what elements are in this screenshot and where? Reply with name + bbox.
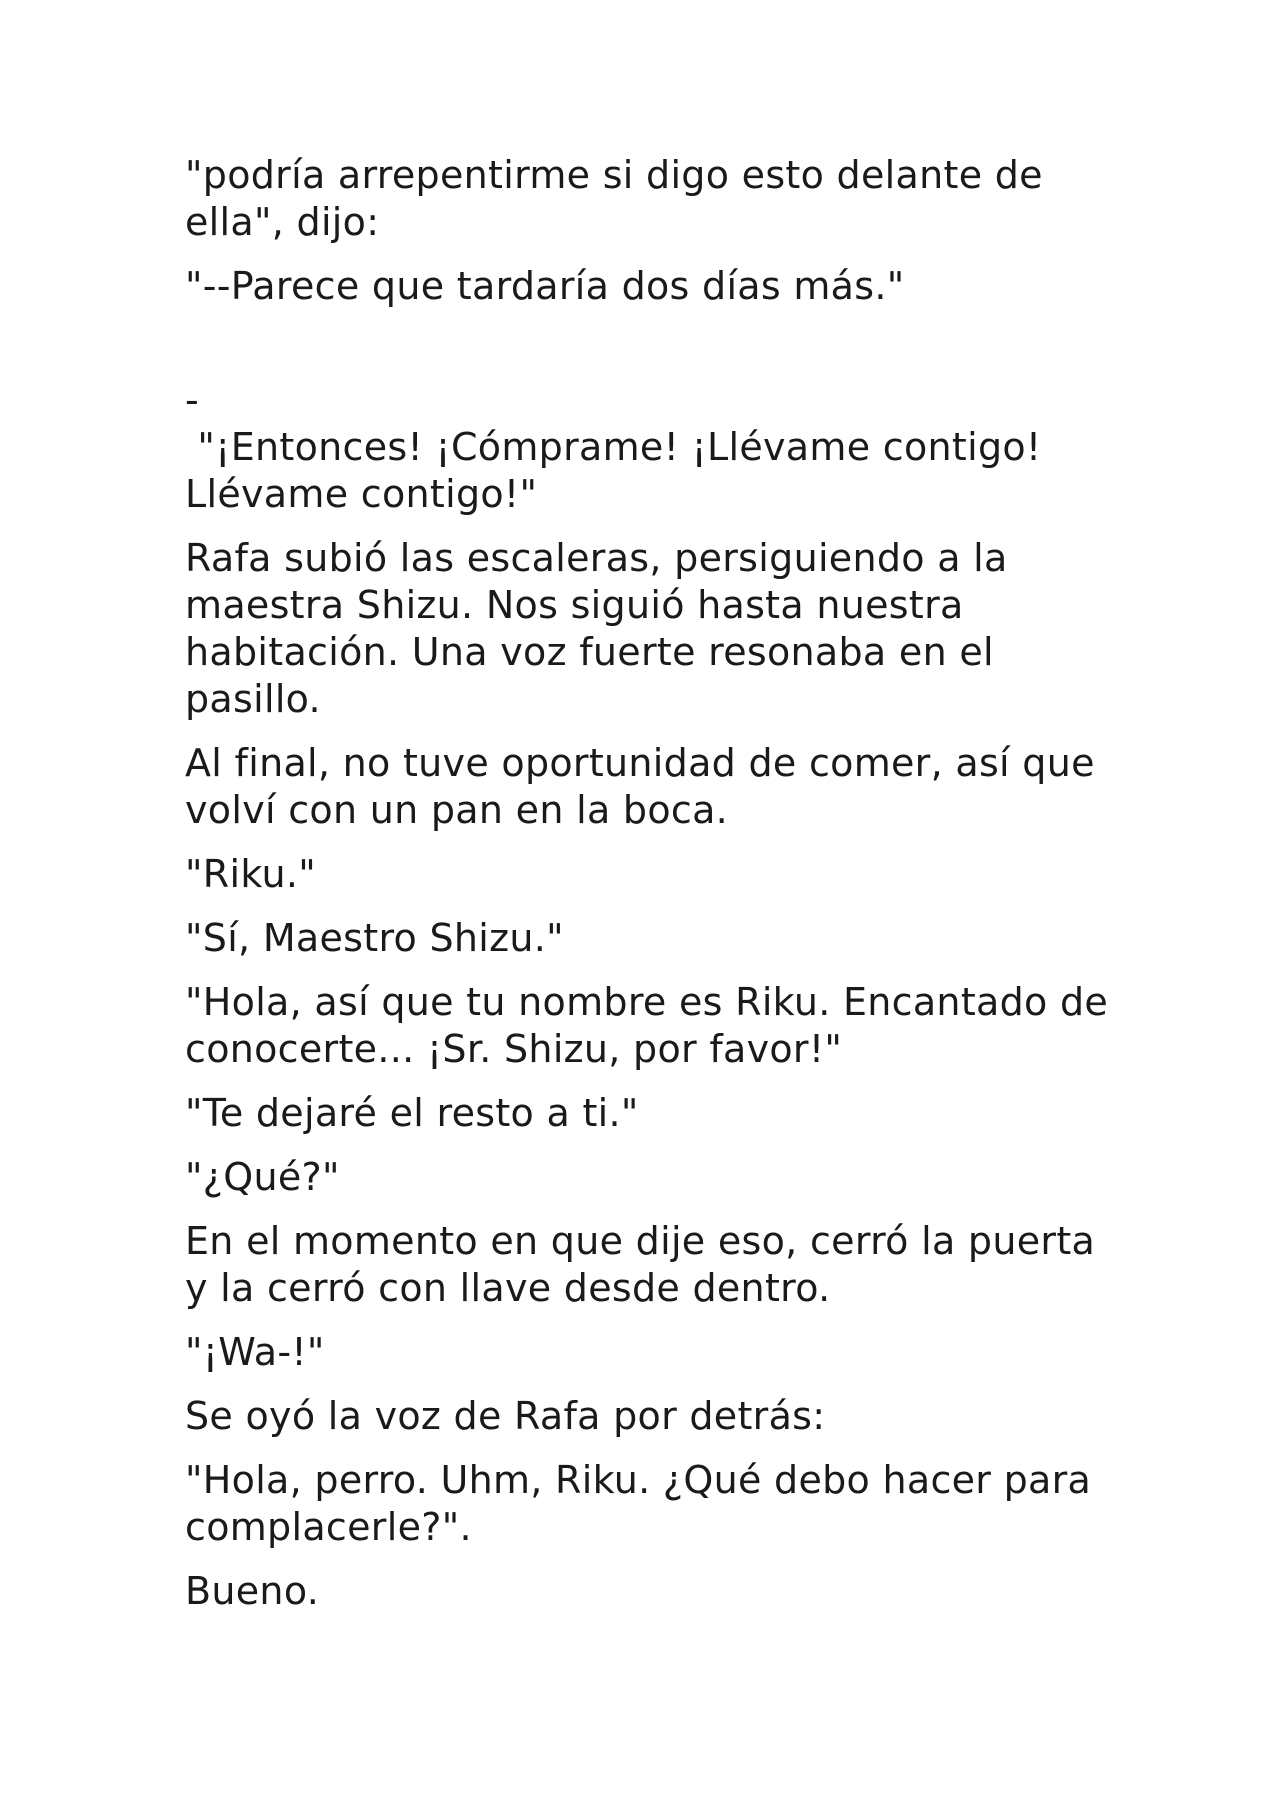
paragraph: Se oyó la voz de Rafa por detrás: [185, 1394, 826, 1438]
paragraph: "--Parece que tardaría dos días más." [185, 264, 905, 308]
paragraph: "¿Qué?" [185, 1155, 340, 1199]
paragraph: Rafa subió las escaleras, persiguiendo a la maestra Shizu. Nos siguió hasta nuestra habitación. Una voz fuerte resonaba en el pasillo. [185, 536, 1008, 721]
paragraph: "Te dejaré el resto a ti." [185, 1091, 639, 1135]
paragraph: "Riku." [185, 852, 317, 896]
paragraph: En el momento en que dije eso, cerró la puerta y la cerró con llave desde dentro. [185, 1219, 1096, 1310]
paragraph: Al final, no tuve oportunidad de comer, así que volví con un pan en la boca. [185, 741, 1095, 832]
paragraph: "podría arrepentirme si digo esto delante de ella", dijo: [185, 153, 1043, 244]
paragraph: "Hola, así que tu nombre es Riku. Encantado de conocerte... ¡Sr. Shizu, por favor!" [185, 980, 1109, 1071]
document-body [185, 152, 1125, 1632]
section-divider-dash: - [185, 378, 200, 422]
paragraph: Bueno. [185, 1569, 320, 1613]
paragraph: "Sí, Maestro Shizu." [185, 916, 564, 960]
paragraph: "¡Wa-!" [185, 1330, 325, 1374]
paragraph: "Hola, perro. Uhm, Riku. ¿Qué debo hacer para complacerle?". [185, 1458, 1092, 1549]
paragraph: "¡Entonces! ¡Cómprame! ¡Llévame contigo! Llévame contigo!" [185, 425, 1054, 516]
